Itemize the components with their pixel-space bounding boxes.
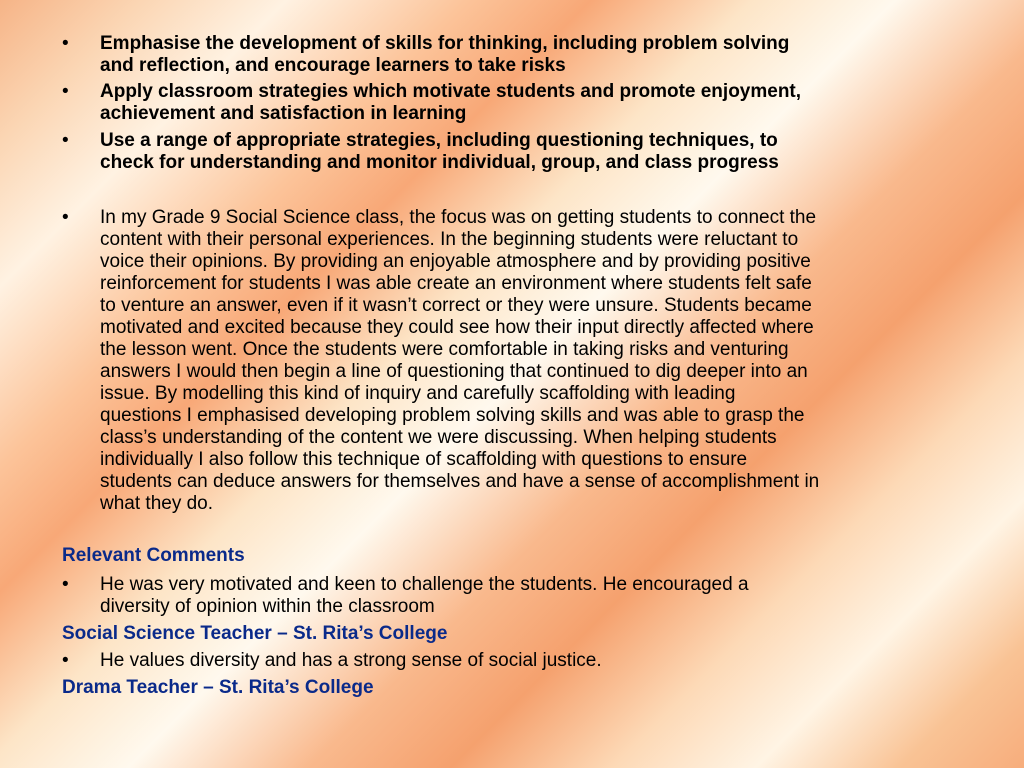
comment-author: Social Science Teacher – St. Rita’s College	[62, 623, 448, 644]
bullet-icon: •	[62, 574, 69, 595]
comment-item	[62, 574, 972, 618]
goal-item	[62, 130, 972, 174]
comment-text: He was very motivated and keen to challenge the students. He encouraged a diversity of opinion within the classroom	[100, 574, 749, 617]
goal-text: Apply classroom strategies which motivate students and promote enjoyment, achievement and satisfaction in learning	[100, 81, 802, 124]
bullet-icon: •	[62, 81, 69, 102]
goal-item	[62, 33, 972, 77]
reflection-text: In my Grade 9 Social Science class, the focus was on getting students to connect the content with their personal experiences. In the beginning students were reluctant to voice their opinions. By providing an enjoyable atmosphere and by providing positive reinforcement for students I was able create an environment where students felt safe to venture an answer, even if it wasn’t correct or they were unsure. Students became motivated and excited because they could see how their input directly affected where the lesson went. Once the students were comfortable in taking risks and venturing answers I would then begin a line of questioning that continued to dig deeper into an issue. By modelling this kind of inquiry and carefully scaffolding with leading questions I emphasised developing problem solving skills and was able to grasp the class’s understanding of the content we were discussing. When helping students individually I also follow this technique of scaffolding with questions to ensure students can deduce answers for themselves and have a sense of accomplishment in what they do.	[100, 207, 820, 514]
bullet-icon: •	[62, 33, 69, 54]
comment-author: Drama Teacher – St. Rita’s College	[62, 677, 374, 698]
reflection-item	[62, 207, 972, 515]
bullet-icon: •	[62, 207, 69, 228]
goal-text: Use a range of appropriate strategies, including questioning techniques, to check for understanding and monitor individual, group, and class progress	[100, 130, 779, 173]
comments-heading: Relevant Comments	[62, 545, 245, 566]
comment-item	[62, 650, 972, 672]
bullet-icon: •	[62, 650, 69, 671]
bullet-icon: •	[62, 130, 69, 151]
goal-text: Emphasise the development of skills for thinking, including problem solving and reflection, and encourage learners to take risks	[100, 33, 790, 76]
comment-text: He values diversity and has a strong sense of social justice.	[100, 650, 602, 671]
goal-item	[62, 81, 972, 125]
